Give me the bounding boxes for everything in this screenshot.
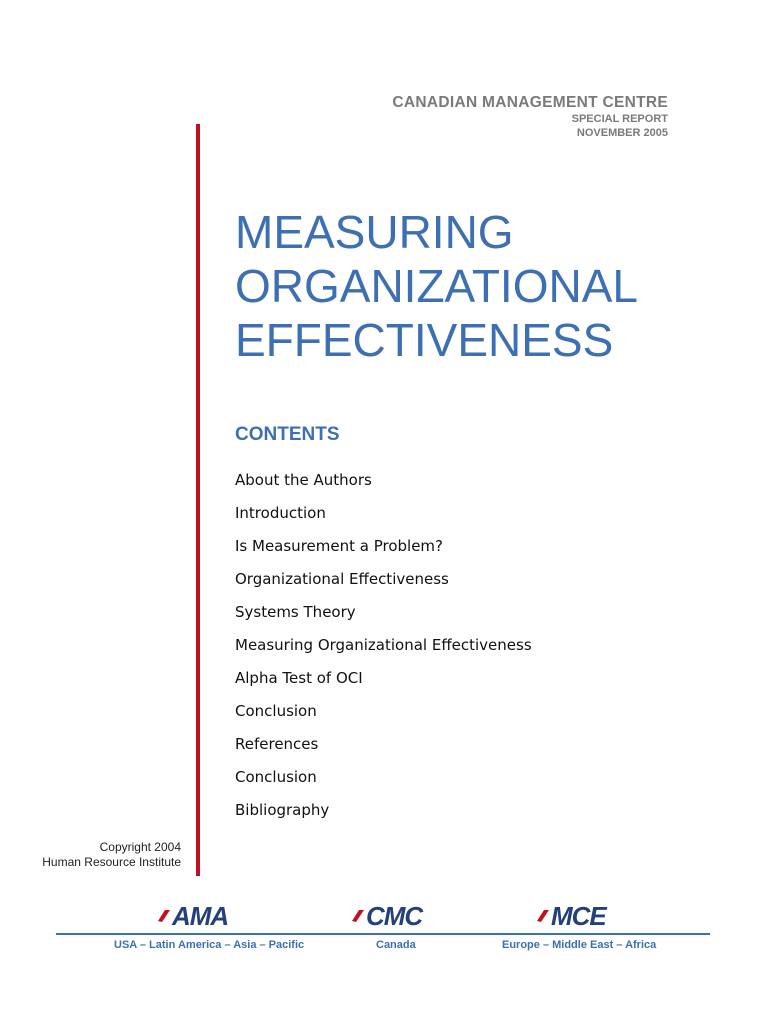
mce-logo-text: MCE xyxy=(551,901,606,931)
logo-swoosh-icon xyxy=(156,906,172,926)
table-of-contents xyxy=(235,470,532,833)
mce-logo xyxy=(535,899,606,933)
cmc-region: Canada xyxy=(376,939,416,951)
title-line-1: MEASURING xyxy=(235,206,514,258)
contents-heading: CONTENTS xyxy=(235,424,340,445)
ama-region: USA – Latin America – Asia – Pacific xyxy=(114,939,305,951)
copyright-holder: Human Resource Institute xyxy=(42,855,181,869)
toc-item-measurement-problem: Is Measurement a Problem? xyxy=(235,537,444,555)
toc-item-conclusion-2: Conclusion xyxy=(235,768,317,786)
copyright-year: Copyright 2004 xyxy=(99,840,181,854)
copyright-notice xyxy=(20,840,181,870)
organization-name: CANADIAN MANAGEMENT CENTRE xyxy=(392,94,668,111)
mce-region: Europe – Middle East – Africa xyxy=(502,939,657,951)
toc-item-alpha-test: Alpha Test of OCI xyxy=(235,669,363,687)
toc-item-systems-theory: Systems Theory xyxy=(235,603,356,621)
footer-divider xyxy=(56,933,710,935)
cmc-logo xyxy=(350,899,422,933)
toc-item-about-authors: About the Authors xyxy=(235,471,372,489)
report-date: NOVEMBER 2005 xyxy=(576,127,668,139)
toc-item-bibliography: Bibliography xyxy=(235,801,330,819)
title-line-2: ORGANIZATIONAL xyxy=(235,260,638,312)
title-line-3: EFFECTIVENESS xyxy=(235,314,614,366)
report-type: SPECIAL REPORT xyxy=(571,113,668,125)
toc-item-organizational-effectiveness: Organizational Effectiveness xyxy=(235,570,449,588)
logo-swoosh-icon xyxy=(535,906,551,926)
report-header xyxy=(392,94,668,140)
vertical-red-rule xyxy=(196,124,200,876)
cmc-logo-text: CMC xyxy=(366,901,423,931)
toc-item-measuring-effectiveness: Measuring Organizational Effectiveness xyxy=(235,636,532,654)
toc-item-conclusion: Conclusion xyxy=(235,702,317,720)
logo-swoosh-icon xyxy=(350,906,366,926)
toc-item-references: References xyxy=(235,735,319,753)
toc-item-introduction: Introduction xyxy=(235,504,326,522)
ama-logo xyxy=(156,899,228,933)
document-title xyxy=(235,205,638,367)
ama-logo-text: AMA xyxy=(172,901,229,931)
